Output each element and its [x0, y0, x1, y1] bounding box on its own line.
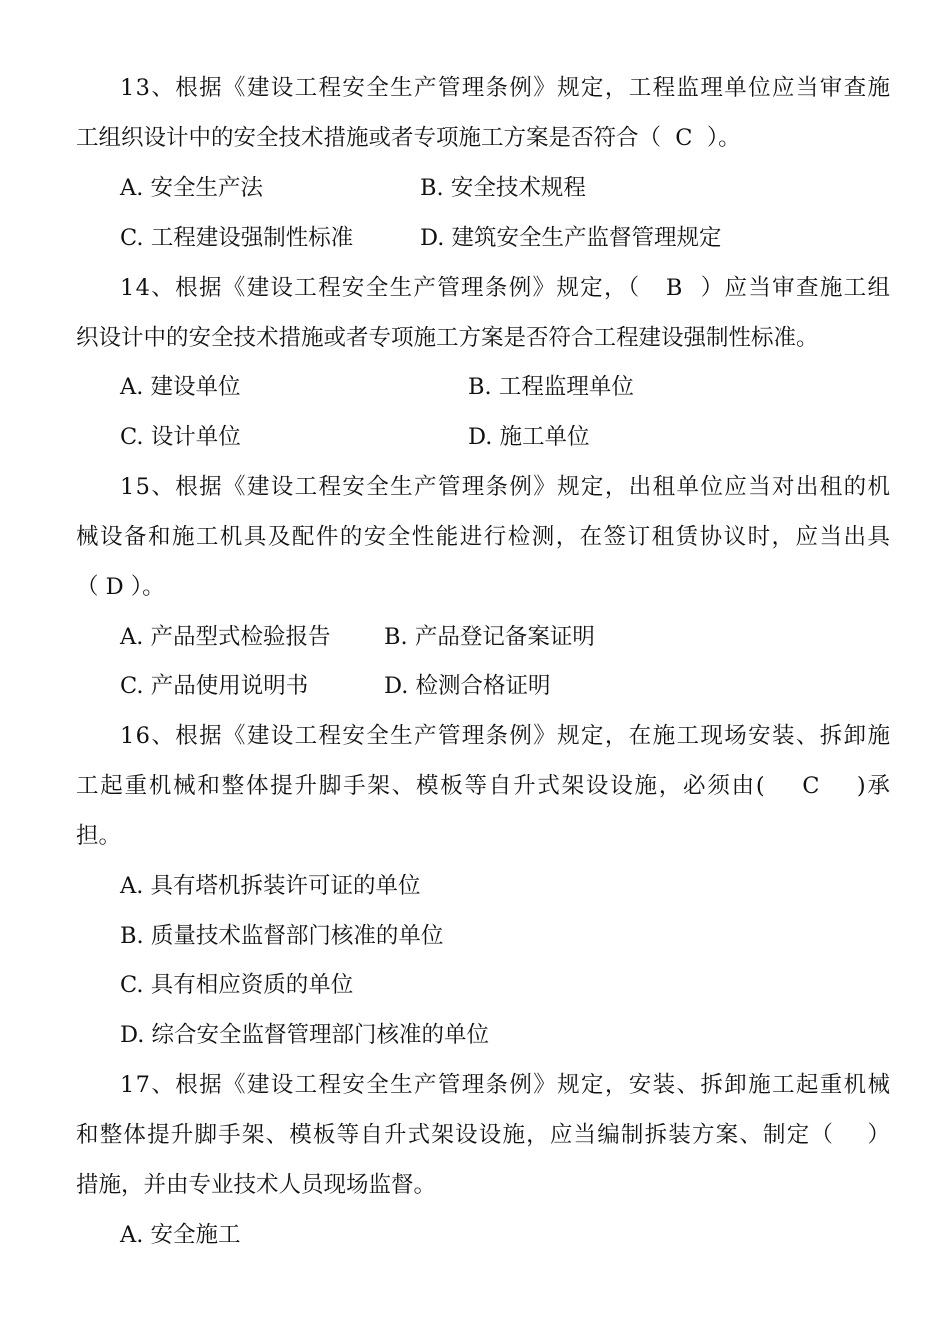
q13-stem-line-2	[0, 122, 950, 154]
q13-options-row-2	[0, 222, 950, 254]
q15-stem-text-2: 械设备和施工机具及配件的安全性能进行检测，在签订租赁协议时，应当出具	[76, 524, 892, 550]
q15-options-row-2	[0, 670, 950, 702]
q16-option-c: C. 具有相应资质的单位	[120, 972, 354, 998]
q16-stem-text-3: 担。	[76, 823, 122, 849]
q14-stem-text-1: 14、根据《建设工程安全生产管理条例》规定，（ B ）应当审查施工组	[120, 275, 892, 301]
q16-stem-line-3	[0, 820, 950, 852]
q17-stem-text-3: 措施，并由专业技术人员现场监督。	[76, 1172, 437, 1198]
q14-options-row-2	[0, 421, 950, 453]
q16-stem-text-2: 工起重机械和整体提升脚手架、模板等自升式架设设施，必须由( C )承	[76, 773, 892, 799]
q16-stem-line-2	[0, 770, 950, 802]
q13-option-a: A. 安全生产法	[120, 175, 264, 201]
q13-stem-text-1: 13、根据《建设工程安全生产管理条例》规定，工程监理单位应当审查施	[120, 75, 892, 101]
q14-options-row-1	[0, 371, 950, 403]
q15-stem-line-3	[0, 571, 950, 603]
q17-stem-line-1	[0, 1069, 950, 1101]
q17-stem-line-2	[0, 1119, 950, 1151]
q13-options-row-1	[0, 172, 950, 204]
q16-option-b: B. 质量技术监督部门核准的单位	[120, 923, 444, 949]
q16-option-c-line	[0, 969, 950, 1001]
q14-stem-line-1	[0, 272, 950, 304]
q16-option-a: A. 具有塔机拆装许可证的单位	[120, 873, 421, 899]
q14-stem-text-2: 织设计中的安全技术措施或者专项施工方案是否符合工程建设强制性标准。	[76, 325, 819, 351]
q16-option-d: D. 综合安全监督管理部门核准的单位	[120, 1022, 490, 1048]
q15-option-c: C. 产品使用说明书	[120, 673, 309, 699]
q14-option-a: A. 建设单位	[120, 374, 241, 400]
q15-stem-text-1: 15、根据《建设工程安全生产管理条例》规定，出租单位应当对出租的机	[120, 474, 892, 500]
q17-stem-line-3	[0, 1169, 950, 1201]
q15-stem-text-3: （ D ）。	[76, 574, 165, 600]
q13-stem-line-1	[0, 72, 950, 104]
q16-option-b-line	[0, 920, 950, 952]
q13-stem-text-2: 工组织设计中的安全技术措施或者专项施工方案是否符合（ C ）。	[76, 125, 741, 151]
q14-stem-line-2	[0, 322, 950, 354]
q17-stem-text-1: 17、根据《建设工程安全生产管理条例》规定，安装、拆卸施工起重机械	[120, 1072, 892, 1098]
q13-option-b: B. 安全技术规程	[420, 175, 586, 201]
q15-stem-line-1	[0, 471, 950, 503]
q15-options-row-1	[0, 621, 950, 653]
q15-option-d: D. 检测合格证明	[384, 673, 551, 699]
q16-option-a-line	[0, 870, 950, 902]
q15-option-a: A. 产品型式检验报告	[120, 624, 331, 650]
q16-option-d-line	[0, 1019, 950, 1051]
q13-option-d: D. 建筑安全生产监督管理规定	[420, 225, 722, 251]
q17-stem-text-2: 和整体提升脚手架、模板等自升式架设设施，应当编制拆装方案、制定（ ）	[76, 1122, 892, 1148]
q14-option-d: D. 施工单位	[468, 424, 590, 450]
q15-stem-line-2	[0, 521, 950, 553]
q16-stem-line-1	[0, 720, 950, 752]
q14-option-c: C. 设计单位	[120, 424, 241, 450]
q16-stem-text-1: 16、根据《建设工程安全生产管理条例》规定，在施工现场安装、拆卸施	[120, 723, 892, 749]
q14-option-b: B. 工程监理单位	[468, 374, 634, 400]
q13-option-c: C. 工程建设强制性标准	[120, 225, 354, 251]
q15-option-b: B. 产品登记备案证明	[384, 624, 595, 650]
q17-option-a: A. 安全施工	[120, 1222, 241, 1248]
q17-option-a-line	[0, 1219, 950, 1251]
